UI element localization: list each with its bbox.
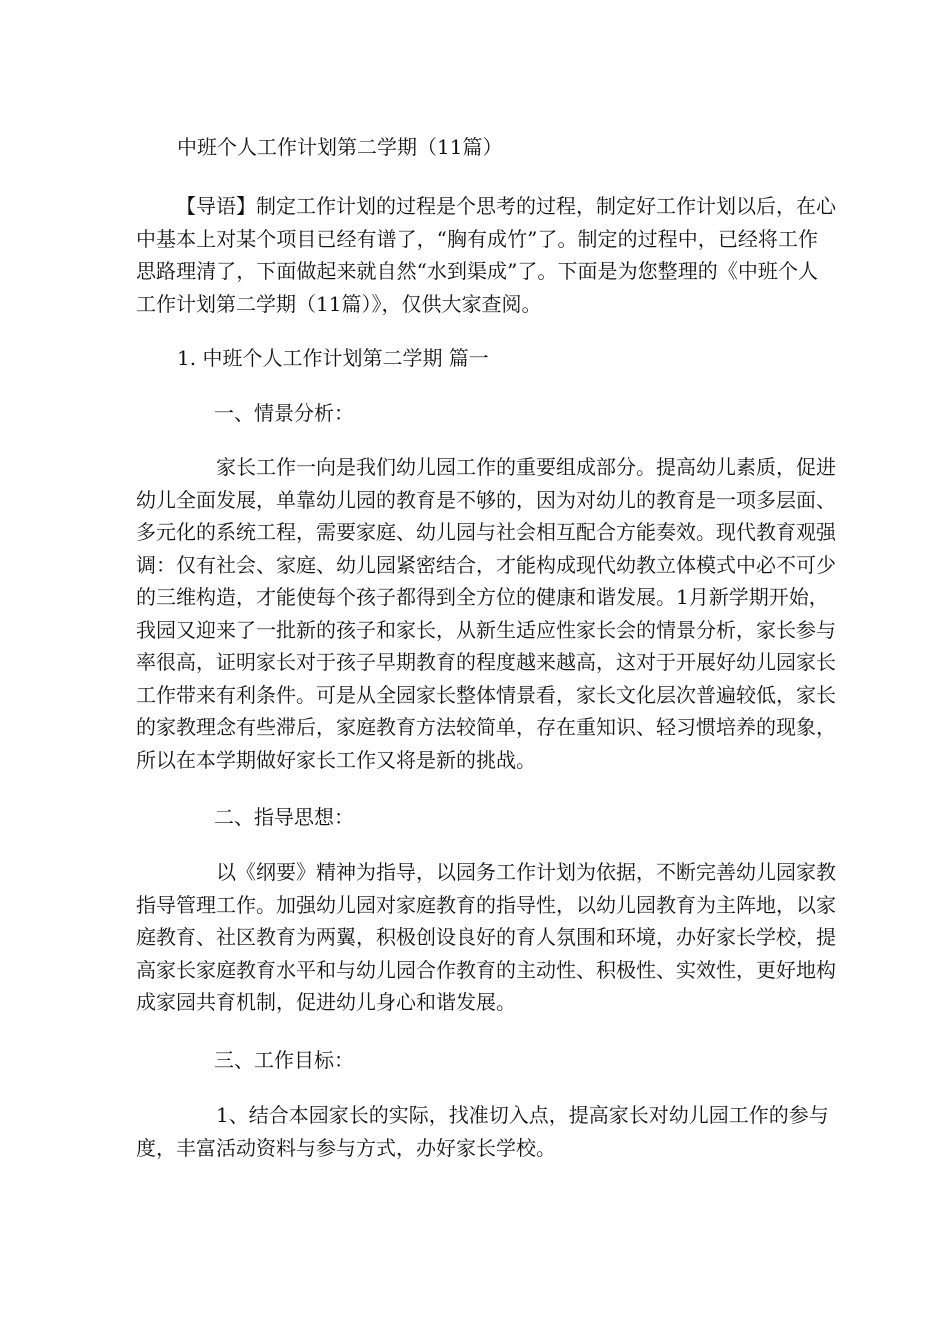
paragraph-line: 以《纲要》精神为指导，以园务工作计划为依据，不断完善幼儿园家教 [216,860,836,884]
intro-line: 【导语】制定工作计划的过程是个思考的过程，制定好工作计划以后，在心 [176,194,836,218]
document-title: 中班个人工作计划第二学期（11篇） [177,135,503,159]
paragraph-line: 1、结合本园家长的实际，找准切入点，提高家长对幼儿园工作的参与 [216,1103,829,1127]
paragraph-line: 多元化的系统工程，需要家庭、幼儿园与社会相互配合方能奏效。现代教育观强 [136,520,836,544]
paragraph-line: 的家教理念有些滞后，家庭教育方法较简单，存在重知识、轻习惯培养的现象， [136,715,836,739]
paragraph-line: 我园又迎来了一批新的孩子和家长，从新生适应性家长会的情景分析，家长参与 [136,617,836,642]
heading-guiding-thought: 二、指导思想： [214,805,354,829]
paragraph-line: 所以在本学期做好家长工作又将是新的挑战。 [136,747,536,772]
goals-paragraph [136,1099,829,1164]
intro-line: 中基本上对某个项目已经有谱了，“胸有成竹”了。制定的过程中，已经将工作 [136,226,818,251]
paragraph-line: 成家园共育机制，促进幼儿身心和谐发展。 [136,990,516,1014]
paragraph-line: 指导管理工作。加强幼儿园对家庭教育的指导性，以幼儿园教育为主阵地，以家 [136,892,836,917]
intro-line: 工作计划第二学期（11篇）》，仅供大家查阅。 [136,291,542,316]
intro-line: 思路理清了，下面做起来就自然“水到渠成”了。下面是为您整理的《中班个人 [136,259,818,283]
paragraph-line: 工作带来有利条件。可是从全园家长整体情景看，家长文化层次普遍较低，家长 [136,682,836,707]
paragraph-line: 高家长家庭教育水平和与幼儿园合作教育的主动性、积极性、实效性，更好地构 [136,957,836,982]
heading-situation-analysis: 一、情景分析： [214,401,354,425]
paragraph-line: 幼儿全面发展，单靠幼儿园的教育是不够的，因为对幼儿的教育是一项多层面、 [136,487,836,512]
situation-paragraph [136,451,836,776]
paragraph-line: 家长工作一向是我们幼儿园工作的重要组成部分。提高幼儿素质，促进 [216,455,836,479]
paragraph-line: 庭教育、社区教育为两翼，积极创设良好的育人氛围和环境，办好家长学校，提 [136,925,836,949]
intro-paragraph [136,190,836,320]
paragraph-line: 度，丰富活动资料与参与方式，办好家长学校。 [136,1135,556,1160]
paragraph-line: 的三维构造，才能使每个孩子都得到全方位的健康和谐发展。1月新学期开始， [136,585,829,609]
guiding-paragraph [136,856,836,1019]
heading-work-goals: 三、工作目标： [214,1048,354,1072]
section-title: 1. 中班个人工作计划第二学期 篇一 [177,346,489,370]
paragraph-line: 率很高，证明家长对于孩子早期教育的程度越来越高，这对于开展好幼儿园家长 [136,650,836,674]
paragraph-line: 调：仅有社会、家庭、幼儿园紧密结合，才能构成现代幼教立体模式中必不可少 [136,552,836,577]
